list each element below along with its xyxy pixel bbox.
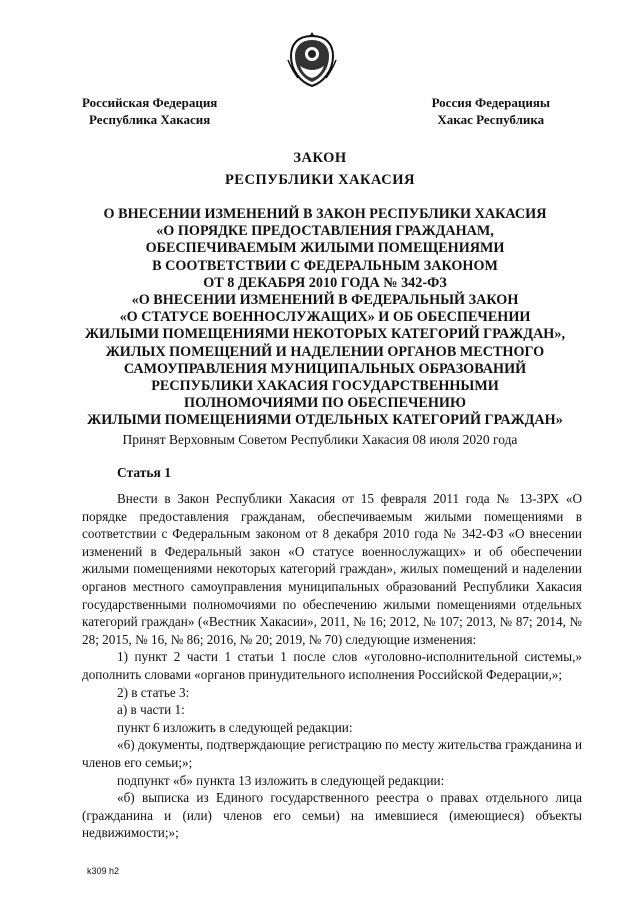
header-right [432,94,550,128]
title-line: ЖИЛЫМИ ПОМЕЩЕНИЯМИ НЕКОТОРЫХ КАТЕГОРИЙ ГРАЖДАН», [84,326,565,343]
header-right-line: Россия Федерацияы [431,95,550,110]
law-heading-subtitle: РЕСПУБЛИКИ ХАКАСИЯ [224,172,416,188]
paragraph: подпункт «б» пункта 13 изложить в следующей редакции: [117,772,445,788]
header-right-line: Хакас Республика [437,112,545,127]
paragraph: 1) пункт 2 части 1 статьи 1 после слов «уголовно-исполнительной системы,» дополнить словами «органов принудительного исполнения Российской Федерации,»; [82,649,582,682]
paragraph: «б) выписка из Единого государственного реестра о правах отдельного лица (гражданина и (или) членов его семьи) на имевшиеся (имеющиеся) объекты недвижимости;»; [82,790,582,841]
title-line: В СООТВЕТСТВИИ С ФЕДЕРАЛЬНЫМ ЗАКОНОМ [152,257,498,274]
header-left-line: Республика Хакасия [89,112,211,127]
footer-code: k309 h2 [87,866,120,876]
title-line: ЖИЛЫХ ПОМЕЩЕНИЙ И НАДЕЛЕНИИ ОРГАНОВ МЕСТНОГО [105,343,545,360]
article-heading: Статья 1 [117,465,171,480]
coat-of-arms-emblem [286,30,338,88]
paragraph: а) в части 1: [117,702,185,718]
title-line: САМОУПРАВЛЕНИЯ МУНИЦИПАЛЬНЫХ ОБРАЗОВАНИЙ [123,360,527,377]
header-left-line: Российская Федерация [82,95,218,110]
title-line: ОТ 8 ДЕКАБРЯ 2010 ГОДА № 342-ФЗ [203,274,447,291]
title-line: «О ВНЕСЕНИИ ИЗМЕНЕНИЙ В ФЕДЕРАЛЬНЫЙ ЗАКОН [131,292,519,309]
title-line: ЖИЛЫМИ ПОМЕЩЕНИЯМИ ОТДЕЛЬНЫХ КАТЕГОРИЙ ГРАЖДАН» [87,412,563,429]
paragraph: 2) в статье 3: [117,684,190,700]
title-line: РЕСПУБЛИКИ ХАКАСИЯ ГОСУДАРСТВЕННЫМИ [151,378,499,395]
paragraph: пункт 6 изложить в следующей редакции: [117,719,353,735]
header-left [82,94,217,128]
law-title [80,206,570,430]
paragraph: «6) документы, подтверждающие регистрацию по месту жительства гражданина и членов его семьи;»; [82,737,582,770]
title-line: ОБЕСПЕЧИВАЕМЫМ ЖИЛЫМИ ПОМЕЩЕНИЯМИ [145,240,505,257]
title-line: ПОЛНОМОЧИЯМИ ПО ОБЕСПЕЧЕНИЮ [184,395,466,412]
article-body [82,490,582,842]
adoption-statement: Принят Верховным Советом Республики Хакасия 08 июля 2020 года [122,432,518,447]
paragraph: Внести в Закон Республики Хакасия от 15 февраля 2011 года № 13-ЗРХ «О порядке предоставления гражданам, обеспечиваемым жилыми помещениями в соответствии с Федеральным законом от 8 декабря 2010 года № 342-ФЗ «О внесении изменений в Федеральный закон «О статусе военнослужащих» и об обеспечении жилыми помещениями некоторых категорий граждан», жилых помещений и наделении органов местного самоуправления муниципальных образований Республики Хакасия государственными полномочиями по обеспечению жилыми помещениями отдельных категорий граждан» («Вестник Хакасии», 2011, № 16; 2012, № 107; 2013, № 87; 2014, № 28; 2015, № 16, № 86; 2016, № 20; 2019, № 70) следующие изменения: [82,491,582,647]
title-line: О ВНЕСЕНИИ ИЗМЕНЕНИЙ В ЗАКОН РЕСПУБЛИКИ ХАКАСИЯ [103,206,547,222]
title-line: «О СТАТУСЕ ВОЕННОСЛУЖАЩИХ» И ОБ ОБЕСПЕЧЕНИИ [119,309,531,326]
title-line: «О ПОРЯДКЕ ПРЕДОСТАВЛЕНИЯ ГРАЖДАНАМ, [156,223,494,240]
law-heading: ЗАКОН [293,150,347,166]
